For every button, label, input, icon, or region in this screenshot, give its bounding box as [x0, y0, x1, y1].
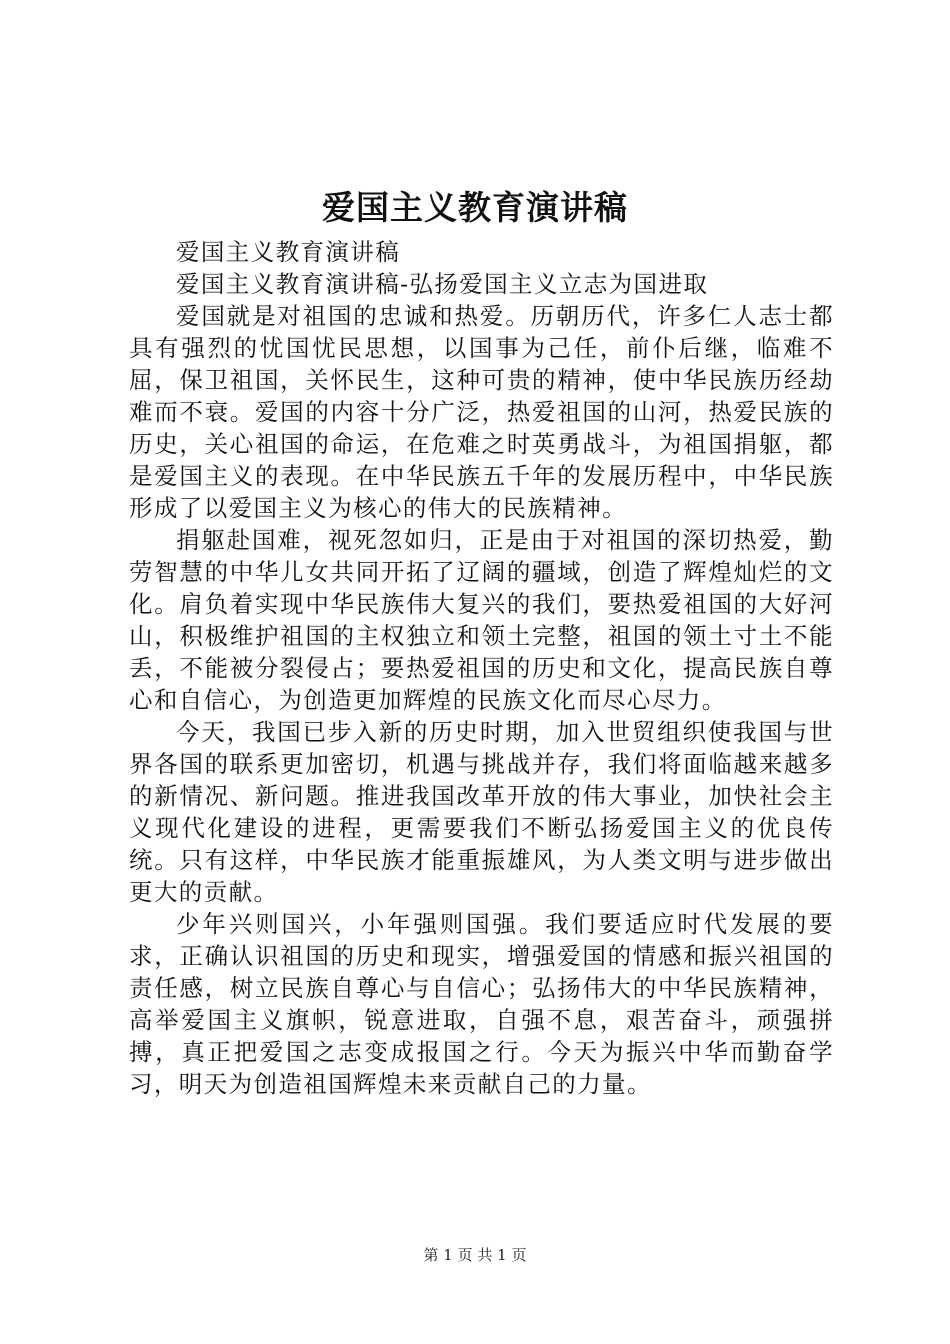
document-title: 爱国主义教育演讲稿	[322, 188, 628, 227]
page-number-footer: 第 1 页 共 1 页	[423, 1246, 527, 1264]
body-paragraph: 捐躯赴国难，视死忽如归，正是由于对祖国的深切热爱，勤劳智慧的中华儿女共同开拓了辽阔的疆域，创造了辉煌灿烂的文化。肩负着实现中华民族伟大复兴的我们，要热爱祖国的大好河山，积极维护祖国的主权独立和领土完整，祖国的领土寸土不能丢，不能被分裂侵占；要热爱祖国的历史和文化，提高民族自尊心和自信心，为创造更加辉煌的民族文化而尽心尽力。	[129, 526, 834, 714]
body-paragraph: 爱国主义教育演讲稿	[176, 238, 401, 266]
document-body	[129, 236, 834, 1100]
body-paragraph: 少年兴则国兴，小年强则国强。我们要适应时代发展的要求，正确认识祖国的历史和现实，增强爱国的情感和振兴祖国的责任感，树立民族自尊心与自信心；弘扬伟大的中华民族精神，高举爱国主义旗帜，锐意进取，自强不息，艰苦奋斗，顽强拼搏，真正把爱国之志变成报国之行。今天为振兴中华而勤奋学习，明天为创造祖国辉煌未来贡献自己的力量。	[129, 910, 834, 1098]
body-paragraph: 今天，我国已步入新的历史时期，加入世贸组织使我国与世界各国的联系更加密切，机遇与挑战并存，我们将面临越来越多的新情况、新问题。推进我国改革开放的伟大事业，加快社会主义现代化建设的进程，更需要我们不断弘扬爱国主义的优良传统。只有这样，中华民族才能重振雄风，为人类文明与进步做出更大的贡献。	[129, 718, 834, 906]
body-paragraph: 爱国主义教育演讲稿-弘扬爱国主义立志为国进取	[176, 270, 709, 298]
body-paragraph: 爱国就是对祖国的忠诚和热爱。历朝历代，许多仁人志士都具有强烈的忧国忧民思想，以国事为己任，前仆后继，临难不屈，保卫祖国，关怀民生，这种可贵的精神，使中华民族历经劫难而不衰。爱国的内容十分广泛，热爱祖国的山河，热爱民族的历史，关心祖国的命运，在危难之时英勇战斗，为祖国捐躯，都是爱国主义的表现。在中华民族五千年的发展历程中，中华民族形成了以爱国主义为核心的伟大的民族精神。	[129, 302, 834, 522]
